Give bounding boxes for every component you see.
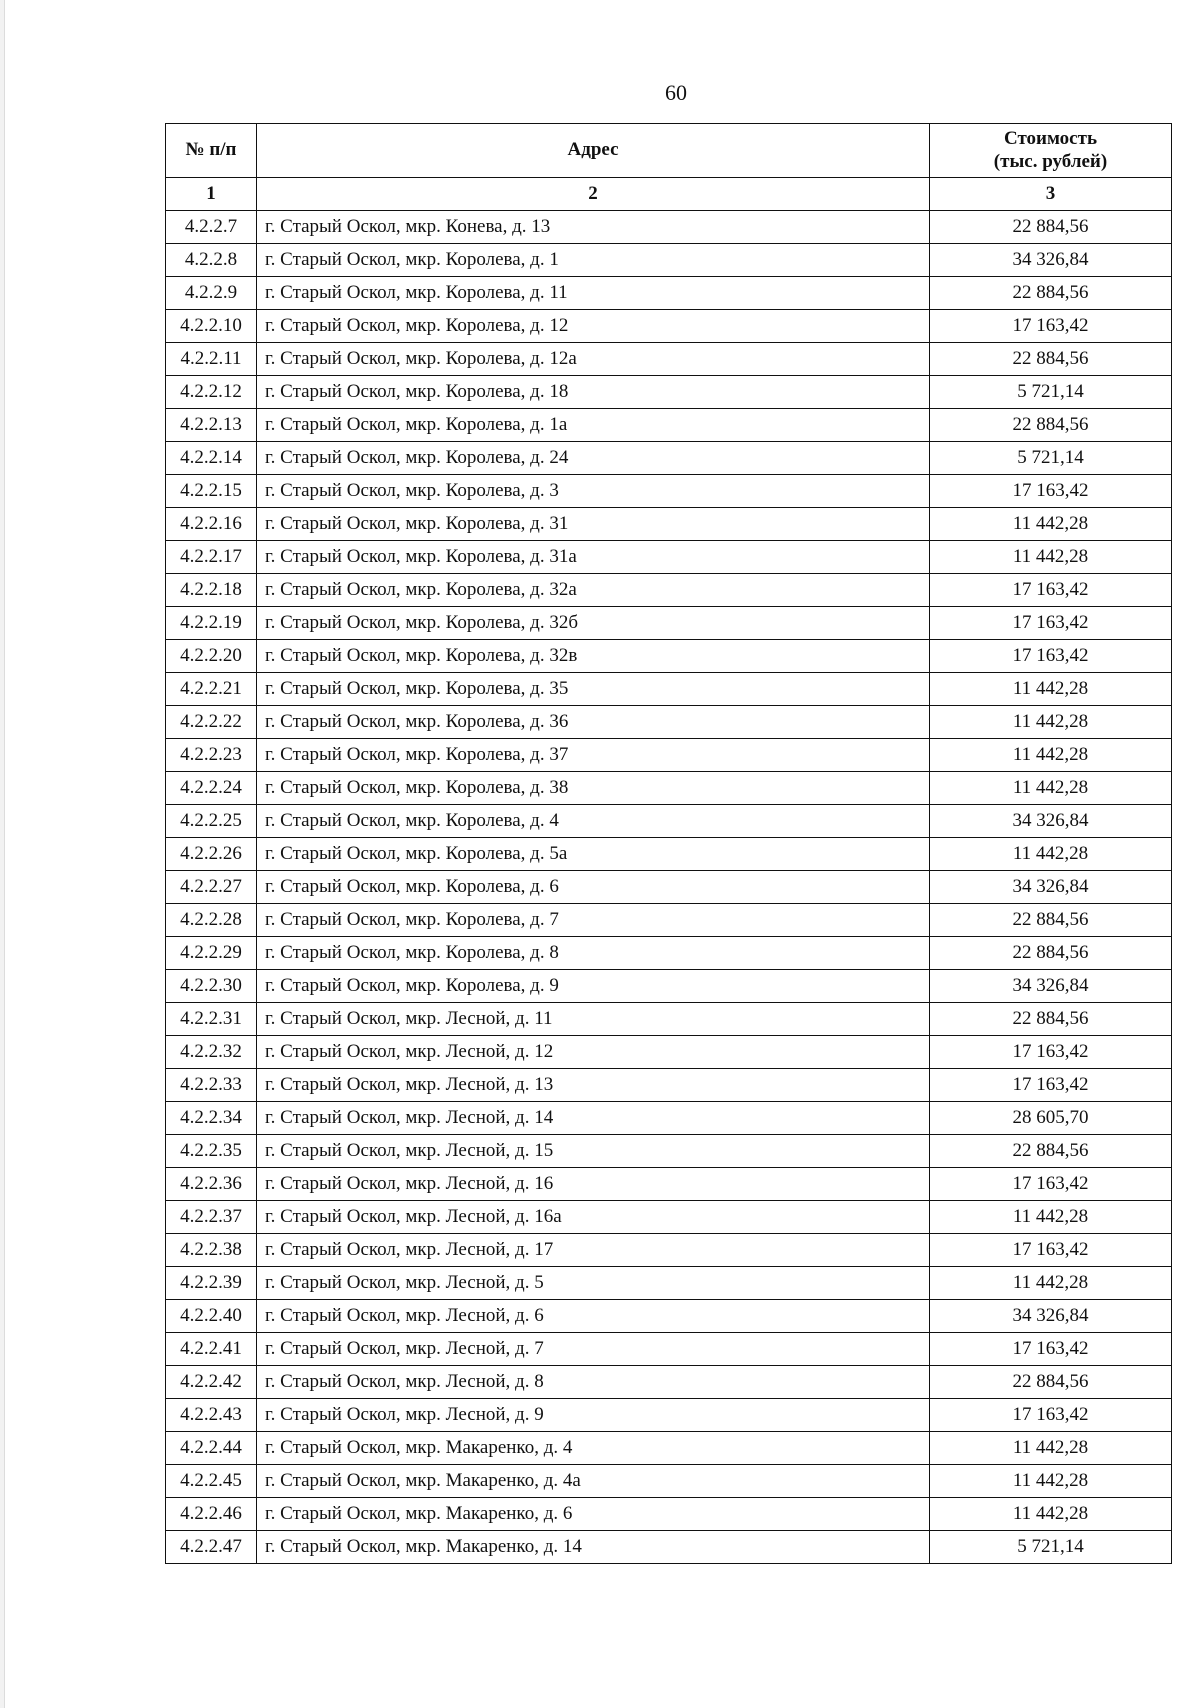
row-address-cell: г. Старый Оскол, мкр. Королева, д. 12а xyxy=(257,343,930,376)
row-address-cell: г. Старый Оскол, мкр. Королева, д. 24 xyxy=(257,442,930,475)
row-number-cell: 4.2.2.46 xyxy=(166,1498,257,1531)
header-cost-line1: Стоимость xyxy=(1003,127,1097,149)
row-number-cell: 4.2.2.47 xyxy=(166,1531,257,1564)
row-address-cell: г. Старый Оскол, мкр. Королева, д. 6 xyxy=(257,871,930,904)
row-cost-cell: 22 884,56 xyxy=(930,211,1172,244)
row-cost-cell: 5 721,14 xyxy=(930,376,1172,409)
row-number-cell: 4.2.2.42 xyxy=(166,1366,257,1399)
row-cost-cell: 17 163,42 xyxy=(930,1168,1172,1201)
row-cost-cell: 11 442,28 xyxy=(930,706,1172,739)
column-number: 1 xyxy=(166,178,257,211)
row-address-cell: г. Старый Оскол, мкр. Макаренко, д. 6 xyxy=(257,1498,930,1531)
table-row xyxy=(166,1465,1172,1498)
row-number-cell: 4.2.2.45 xyxy=(166,1465,257,1498)
table-row xyxy=(166,508,1172,541)
row-address-cell: г. Старый Оскол, мкр. Лесной, д. 8 xyxy=(257,1366,930,1399)
column-number: 2 xyxy=(257,178,930,211)
row-cost-cell: 22 884,56 xyxy=(930,1366,1172,1399)
table-row xyxy=(166,970,1172,1003)
row-number-cell: 4.2.2.9 xyxy=(166,277,257,310)
table-row xyxy=(166,1300,1172,1333)
header-address: Адрес xyxy=(257,124,930,178)
row-address-cell: г. Старый Оскол, мкр. Лесной, д. 16 xyxy=(257,1168,930,1201)
table-row xyxy=(166,1036,1172,1069)
row-cost-cell: 11 442,28 xyxy=(930,541,1172,574)
table-row xyxy=(166,1135,1172,1168)
row-number-cell: 4.2.2.27 xyxy=(166,871,257,904)
row-number-cell: 4.2.2.10 xyxy=(166,310,257,343)
row-cost-cell: 34 326,84 xyxy=(930,871,1172,904)
row-number-cell: 4.2.2.15 xyxy=(166,475,257,508)
table-row xyxy=(166,1234,1172,1267)
table-row xyxy=(166,1399,1172,1432)
row-number-cell: 4.2.2.8 xyxy=(166,244,257,277)
table-row xyxy=(166,211,1172,244)
row-address-cell: г. Старый Оскол, мкр. Королева, д. 4 xyxy=(257,805,930,838)
table-row xyxy=(166,376,1172,409)
table-row xyxy=(166,343,1172,376)
row-address-cell: г. Старый Оскол, мкр. Королева, д. 11 xyxy=(257,277,930,310)
row-address-cell: г. Старый Оскол, мкр. Королева, д. 36 xyxy=(257,706,930,739)
header-num: № п/п xyxy=(166,124,257,178)
row-address-cell: г. Старый Оскол, мкр. Лесной, д. 11 xyxy=(257,1003,930,1036)
row-address-cell: г. Старый Оскол, мкр. Королева, д. 32в xyxy=(257,640,930,673)
table-row xyxy=(166,640,1172,673)
table-row xyxy=(166,904,1172,937)
table-row xyxy=(166,1432,1172,1465)
row-cost-cell: 17 163,42 xyxy=(930,1234,1172,1267)
row-number-cell: 4.2.2.21 xyxy=(166,673,257,706)
row-number-cell: 4.2.2.38 xyxy=(166,1234,257,1267)
table-row xyxy=(166,1003,1172,1036)
table-row xyxy=(166,442,1172,475)
row-address-cell: г. Старый Оскол, мкр. Лесной, д. 13 xyxy=(257,1069,930,1102)
row-number-cell: 4.2.2.14 xyxy=(166,442,257,475)
table-row xyxy=(166,574,1172,607)
row-cost-cell: 11 442,28 xyxy=(930,1201,1172,1234)
row-address-cell: г. Старый Оскол, мкр. Лесной, д. 9 xyxy=(257,1399,930,1432)
row-number-cell: 4.2.2.30 xyxy=(166,970,257,1003)
header-cost xyxy=(930,124,1172,178)
table-row xyxy=(166,409,1172,442)
row-address-cell: г. Старый Оскол, мкр. Королева, д. 1а xyxy=(257,409,930,442)
table-row xyxy=(166,1102,1172,1135)
row-number-cell: 4.2.2.41 xyxy=(166,1333,257,1366)
row-cost-cell: 17 163,42 xyxy=(930,640,1172,673)
column-number-row xyxy=(166,178,1172,211)
row-cost-cell: 22 884,56 xyxy=(930,277,1172,310)
row-cost-cell: 22 884,56 xyxy=(930,904,1172,937)
row-address-cell: г. Старый Оскол, мкр. Королева, д. 38 xyxy=(257,772,930,805)
row-address-cell: г. Старый Оскол, мкр. Лесной, д. 5 xyxy=(257,1267,930,1300)
row-cost-cell: 34 326,84 xyxy=(930,805,1172,838)
row-address-cell: г. Старый Оскол, мкр. Королева, д. 18 xyxy=(257,376,930,409)
table-row xyxy=(166,673,1172,706)
row-address-cell: г. Старый Оскол, мкр. Королева, д. 32а xyxy=(257,574,930,607)
table-row xyxy=(166,706,1172,739)
row-cost-cell: 17 163,42 xyxy=(930,310,1172,343)
row-address-cell: г. Старый Оскол, мкр. Макаренко, д. 14 xyxy=(257,1531,930,1564)
table-row xyxy=(166,607,1172,640)
row-number-cell: 4.2.2.23 xyxy=(166,739,257,772)
row-address-cell: г. Старый Оскол, мкр. Королева, д. 31а xyxy=(257,541,930,574)
row-number-cell: 4.2.2.34 xyxy=(166,1102,257,1135)
table-row xyxy=(166,739,1172,772)
row-cost-cell: 11 442,28 xyxy=(930,673,1172,706)
row-address-cell: г. Старый Оскол, мкр. Королева, д. 3 xyxy=(257,475,930,508)
row-number-cell: 4.2.2.31 xyxy=(166,1003,257,1036)
row-number-cell: 4.2.2.7 xyxy=(166,211,257,244)
table-row xyxy=(166,772,1172,805)
column-number: 3 xyxy=(930,178,1172,211)
row-number-cell: 4.2.2.26 xyxy=(166,838,257,871)
row-address-cell: г. Старый Оскол, мкр. Королева, д. 7 xyxy=(257,904,930,937)
table-row xyxy=(166,1201,1172,1234)
table-row xyxy=(166,310,1172,343)
row-cost-cell: 5 721,14 xyxy=(930,1531,1172,1564)
row-cost-cell: 28 605,70 xyxy=(930,1102,1172,1135)
row-address-cell: г. Старый Оскол, мкр. Макаренко, д. 4а xyxy=(257,1465,930,1498)
row-address-cell: г. Старый Оскол, мкр. Лесной, д. 6 xyxy=(257,1300,930,1333)
row-address-cell: г. Старый Оскол, мкр. Королева, д. 8 xyxy=(257,937,930,970)
table-row xyxy=(166,1366,1172,1399)
row-address-cell: г. Старый Оскол, мкр. Королева, д. 35 xyxy=(257,673,930,706)
row-cost-cell: 17 163,42 xyxy=(930,1069,1172,1102)
row-cost-cell: 17 163,42 xyxy=(930,1036,1172,1069)
row-cost-cell: 22 884,56 xyxy=(930,1003,1172,1036)
row-cost-cell: 11 442,28 xyxy=(930,772,1172,805)
row-number-cell: 4.2.2.13 xyxy=(166,409,257,442)
row-address-cell: г. Старый Оскол, мкр. Королева, д. 32б xyxy=(257,607,930,640)
row-number-cell: 4.2.2.12 xyxy=(166,376,257,409)
row-number-cell: 4.2.2.40 xyxy=(166,1300,257,1333)
row-cost-cell: 17 163,42 xyxy=(930,475,1172,508)
row-cost-cell: 11 442,28 xyxy=(930,1465,1172,1498)
table-header-row xyxy=(166,124,1172,178)
row-number-cell: 4.2.2.25 xyxy=(166,805,257,838)
row-cost-cell: 11 442,28 xyxy=(930,1267,1172,1300)
row-cost-cell: 22 884,56 xyxy=(930,1135,1172,1168)
table-body xyxy=(166,211,1172,1564)
table-row xyxy=(166,277,1172,310)
row-cost-cell: 34 326,84 xyxy=(930,1300,1172,1333)
row-cost-cell: 22 884,56 xyxy=(930,937,1172,970)
row-address-cell: г. Старый Оскол, мкр. Королева, д. 9 xyxy=(257,970,930,1003)
table-row xyxy=(166,805,1172,838)
scan-edge xyxy=(0,0,5,1708)
row-address-cell: г. Старый Оскол, мкр. Лесной, д. 14 xyxy=(257,1102,930,1135)
row-number-cell: 4.2.2.39 xyxy=(166,1267,257,1300)
row-cost-cell: 22 884,56 xyxy=(930,343,1172,376)
table-row xyxy=(166,1498,1172,1531)
row-number-cell: 4.2.2.24 xyxy=(166,772,257,805)
row-cost-cell: 11 442,28 xyxy=(930,1432,1172,1465)
table-row xyxy=(166,475,1172,508)
header-cost-line2: (тыс. рублей) xyxy=(993,150,1108,172)
row-address-cell: г. Старый Оскол, мкр. Королева, д. 1 xyxy=(257,244,930,277)
row-address-cell: г. Старый Оскол, мкр. Лесной, д. 12 xyxy=(257,1036,930,1069)
row-address-cell: г. Старый Оскол, мкр. Королева, д. 37 xyxy=(257,739,930,772)
row-cost-cell: 11 442,28 xyxy=(930,508,1172,541)
table-row xyxy=(166,1069,1172,1102)
row-number-cell: 4.2.2.22 xyxy=(166,706,257,739)
table-row xyxy=(166,1267,1172,1300)
row-address-cell: г. Старый Оскол, мкр. Лесной, д. 17 xyxy=(257,1234,930,1267)
row-cost-cell: 17 163,42 xyxy=(930,607,1172,640)
row-address-cell: г. Старый Оскол, мкр. Лесной, д. 16а xyxy=(257,1201,930,1234)
row-number-cell: 4.2.2.20 xyxy=(166,640,257,673)
row-number-cell: 4.2.2.44 xyxy=(166,1432,257,1465)
row-number-cell: 4.2.2.11 xyxy=(166,343,257,376)
row-number-cell: 4.2.2.35 xyxy=(166,1135,257,1168)
table-row xyxy=(166,1531,1172,1564)
row-cost-cell: 5 721,14 xyxy=(930,442,1172,475)
row-address-cell: г. Старый Оскол, мкр. Королева, д. 5а xyxy=(257,838,930,871)
row-address-cell: г. Старый Оскол, мкр. Лесной, д. 7 xyxy=(257,1333,930,1366)
row-cost-cell: 34 326,84 xyxy=(930,970,1172,1003)
table-row xyxy=(166,1333,1172,1366)
row-number-cell: 4.2.2.19 xyxy=(166,607,257,640)
row-cost-cell: 11 442,28 xyxy=(930,739,1172,772)
row-address-cell: г. Старый Оскол, мкр. Конева, д. 13 xyxy=(257,211,930,244)
row-cost-cell: 11 442,28 xyxy=(930,1498,1172,1531)
row-number-cell: 4.2.2.37 xyxy=(166,1201,257,1234)
row-cost-cell: 34 326,84 xyxy=(930,244,1172,277)
row-number-cell: 4.2.2.36 xyxy=(166,1168,257,1201)
row-number-cell: 4.2.2.33 xyxy=(166,1069,257,1102)
page-number: 60 xyxy=(665,80,687,105)
table-row xyxy=(166,838,1172,871)
table-row xyxy=(166,871,1172,904)
row-number-cell: 4.2.2.18 xyxy=(166,574,257,607)
row-cost-cell: 22 884,56 xyxy=(930,409,1172,442)
row-number-cell: 4.2.2.28 xyxy=(166,904,257,937)
row-cost-cell: 17 163,42 xyxy=(930,1399,1172,1432)
table-row xyxy=(166,1168,1172,1201)
row-cost-cell: 17 163,42 xyxy=(930,1333,1172,1366)
row-number-cell: 4.2.2.29 xyxy=(166,937,257,970)
row-address-cell: г. Старый Оскол, мкр. Лесной, д. 15 xyxy=(257,1135,930,1168)
table-row xyxy=(166,244,1172,277)
row-number-cell: 4.2.2.17 xyxy=(166,541,257,574)
row-number-cell: 4.2.2.43 xyxy=(166,1399,257,1432)
row-address-cell: г. Старый Оскол, мкр. Королева, д. 12 xyxy=(257,310,930,343)
row-number-cell: 4.2.2.32 xyxy=(166,1036,257,1069)
row-address-cell: г. Старый Оскол, мкр. Макаренко, д. 4 xyxy=(257,1432,930,1465)
cost-table xyxy=(165,123,1172,1564)
row-number-cell: 4.2.2.16 xyxy=(166,508,257,541)
row-address-cell: г. Старый Оскол, мкр. Королева, д. 31 xyxy=(257,508,930,541)
row-cost-cell: 17 163,42 xyxy=(930,574,1172,607)
table-row xyxy=(166,937,1172,970)
table-row xyxy=(166,541,1172,574)
row-cost-cell: 11 442,28 xyxy=(930,838,1172,871)
